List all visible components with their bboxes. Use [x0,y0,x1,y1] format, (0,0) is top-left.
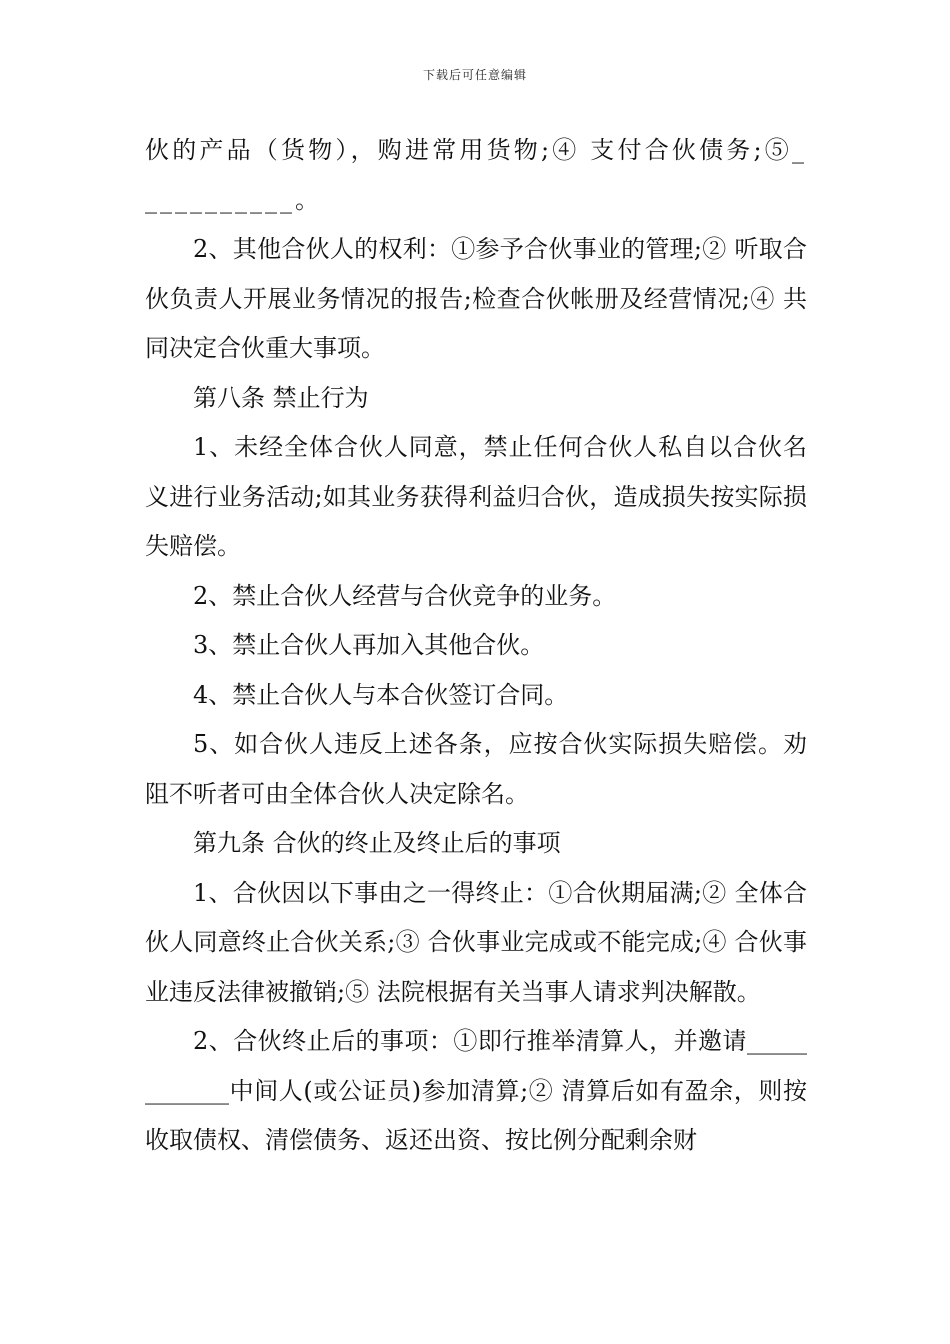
article-8-item-1: 1、未经全体合伙人同意，禁止任何合伙人私自以合伙名义进行业务活动;如其业务获得利益归合伙，造成损失按实际损失赔偿。 [145,433,807,560]
document-body [145,126,807,1166]
article-8-item-4: 4、禁止合伙人与本合伙签订合同。 [193,680,569,709]
article-9-heading: 第九条 合伙的终止及终止后的事项 [193,829,561,857]
article-9-item-1: 1、合伙因以下事由之一得终止：①合伙期届满;② 全体合伙人同意终止合伙关系;③ 合伙事业完成或不能完成;④ 合伙事业违反法律被撤销;⑤ 法院根据有关当事人请求判决解散。 [145,878,807,1006]
article-8-item-5: 5、如合伙人违反上述各条，应按合伙实际损失赔偿。劝阻不听者可由全体合伙人决定除名。 [145,730,807,808]
paragraph-continuation: 伙的产品（货物），购进常用货物;④ 支付合伙债务;⑤___________。 [145,136,807,214]
article-9-item-2: 2、合伙终止后的事项：①即行推举清算人，并邀请____________中间人(或公证员)参加清算;② 清算后如有盈余，则按收取债权、清偿债务、返还出资、按比例分配剩余财 [145,1027,807,1154]
article-8-item-2: 2、禁止合伙人经营与合伙竞争的业务。 [193,581,617,610]
article-8-item-3: 3、禁止合伙人再加入其他合伙。 [193,631,545,659]
page-header: 下载后可任意编辑 [422,68,527,82]
article-8-heading: 第八条 禁止行为 [193,383,369,412]
paragraph-other-partner-rights: 2、其他合伙人的权利：①参予合伙事业的管理;② 听取合伙负责人开展业务情况的报告;检查合伙帐册及经营情况;④ 共同决定合伙重大事项。 [145,235,807,362]
